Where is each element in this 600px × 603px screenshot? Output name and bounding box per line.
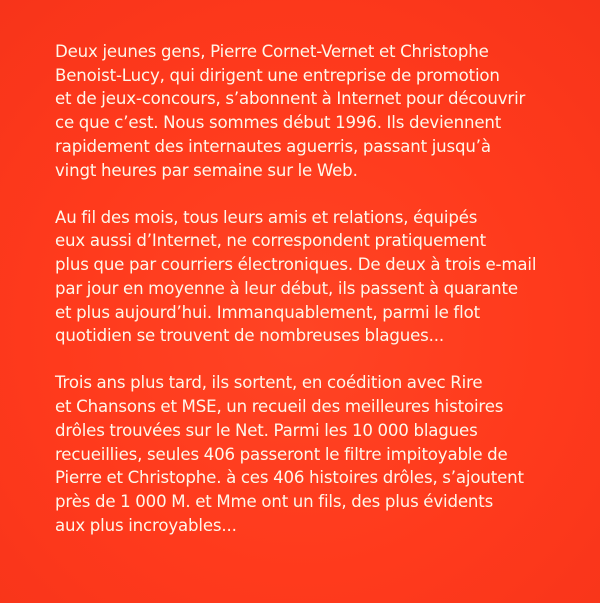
- text-line: plus que par courriers électroniques. De deux à trois e-mail: [55, 255, 537, 275]
- paragraph-emails: [55, 206, 586, 348]
- paragraph-intro: [55, 40, 586, 182]
- text-line: et plus aujourd’hui. Immanquablement, parmi le flot: [55, 302, 480, 322]
- text-line: Au fil des mois, tous leurs amis et relations, équipés: [55, 207, 478, 227]
- text-line: aux plus incroyables...: [55, 515, 237, 535]
- text-line: ce que c’est. Nous sommes début 1996. Ils deviennent: [55, 113, 502, 133]
- text-line: quotidien se trouvent de nombreuses blagues...: [55, 326, 445, 346]
- text-line: vingt heures par semaine sur le Web.: [55, 160, 358, 180]
- text-line: recueillies, seules 406 passeront le filtre impitoyable de: [55, 444, 508, 464]
- text-line: par jour en moyenne à leur début, ils passent à quarante: [55, 278, 518, 298]
- text-line: rapidement des internautes aguerris, passant jusqu’à: [55, 136, 491, 156]
- text-line: Trois ans plus tard, ils sortent, en coédition avec Rire: [55, 373, 483, 393]
- text-line: Deux jeunes gens, Pierre Cornet-Vernet et Christophe: [55, 42, 489, 61]
- text-line: et de jeux-concours, s’abonnent à Internet pour découvrir: [55, 89, 526, 109]
- text-line: Benoist-Lucy, qui dirigent une entreprise de promotion: [55, 65, 500, 85]
- text-line: eux aussi d’Internet, ne correspondent pratiquement: [55, 231, 486, 251]
- text-line: près de 1 000 M. et Mme ont un fils, des plus évidents: [55, 491, 494, 511]
- text-line: drôles trouvées sur le Net. Parmi les 10 000 blagues: [55, 420, 478, 440]
- text-line: Pierre et Christophe. à ces 406 histoires drôles, s’ajoutent: [55, 468, 524, 488]
- text-line: et Chansons et MSE, un recueil des meilleures histoires: [55, 397, 504, 417]
- paragraph-book: [55, 371, 586, 537]
